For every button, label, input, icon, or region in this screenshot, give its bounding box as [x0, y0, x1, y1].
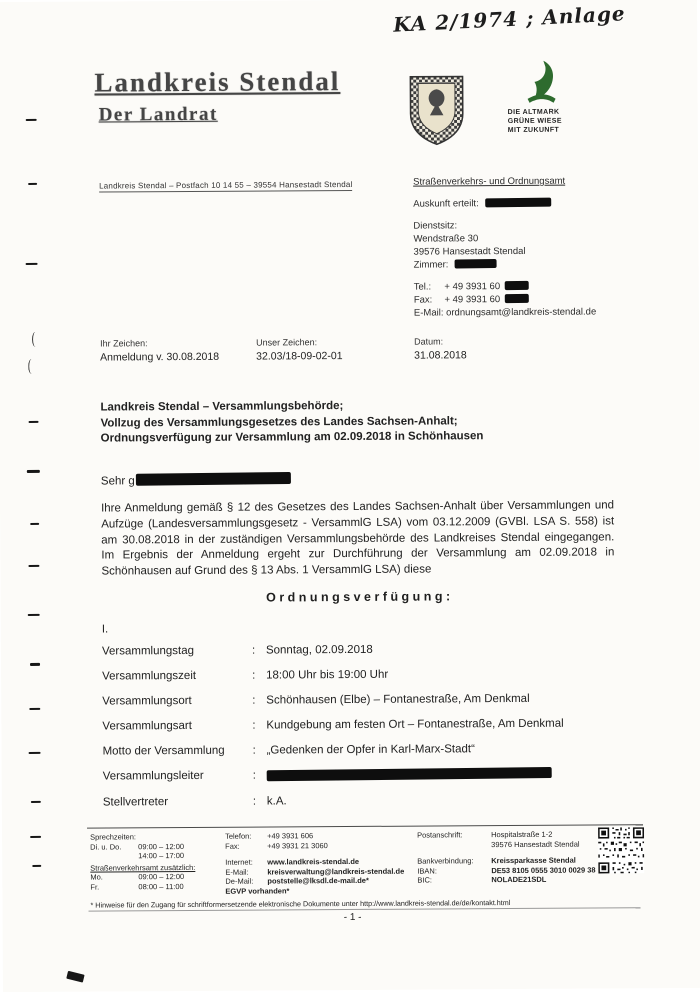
post-label: Postanschrift: — [417, 830, 463, 840]
post-street: Hospitalstraße 1-2 — [491, 829, 553, 840]
sender-role: Der Landrat — [98, 103, 218, 126]
logo-text-line3: MIT ZUKUNFT — [507, 126, 560, 135]
detail-label: Motto der Versammlung — [102, 744, 225, 758]
detail-value: Sonntag, 02.09.2018 — [265, 643, 373, 657]
assembly-details — [102, 642, 616, 821]
iban-value: DE53 8105 0555 3010 0029 38 — [491, 865, 596, 875]
page-number: - 1 - — [343, 911, 362, 924]
hours-extra-title: Straßenverkehrsamt zusätzlich: — [90, 862, 196, 873]
fax-value: + 49 3931 60 — [444, 294, 501, 306]
detail-label: Versammlungsleiter — [102, 769, 204, 783]
body-paragraph: Ihre Anmeldung gemäß § 12 des Gesetzes des Landes Sachsen-Anhalt über Versammlungen und Aufzüge (Landesversammlungsgesetz - VersammlG LSA) vom 03.12.2009 (GVBl. LSA S. 558) ist am 30.08.2018 in der zuständigen Versammlungsbehörde des Landkreises Stendal eingegangen. Im Ergebnis der Anmeldung ergeht zur Durchführung der Versammlung am 02.09.2018 in Schönhausen auf Grund des § 13 Abs. 1 VersammlG LSA) diese — [101, 499, 615, 578]
egvp-note: EGVP vorhanden* — [225, 885, 290, 896]
scan-artifact — [28, 183, 37, 185]
scan-artifact — [28, 614, 40, 616]
scan-artifact — [26, 263, 38, 265]
unser-zeichen-label: Unser Zeichen: — [256, 337, 318, 348]
detail-label: Versammlungsort — [102, 694, 192, 708]
redaction-bar — [267, 767, 552, 781]
demail-value: poststelle@lksdl.de-mail.de* — [267, 875, 369, 886]
bank-value: Kreissparkasse Stendal — [491, 855, 576, 866]
subject-line3: Ordnungsverfügung zur Versammlung am 02.09.2018 in Schönhausen — [100, 430, 484, 445]
logo-text-line2: GRÜNE WIESE — [507, 117, 562, 126]
qr-code-icon — [598, 827, 644, 873]
hours-day — [90, 851, 138, 861]
scan-artifact — [26, 119, 37, 121]
internet-value: www.landkreis-stendal.de — [267, 856, 360, 867]
logo-text-line1: DIE ALTMARK — [507, 108, 560, 117]
bic-value: NOLADE21SDL — [491, 874, 547, 885]
unser-zeichen-value: 32.03/18-09-02-01 — [256, 350, 343, 363]
scan-artifact — [29, 708, 40, 710]
telefon-value: +49 3931 606 — [267, 831, 314, 841]
altmark-logo-icon — [521, 59, 561, 105]
detail-label: Versammlungsart — [102, 719, 192, 733]
address-row — [417, 839, 597, 850]
section-number: I. — [101, 623, 109, 636]
hours-time: 09:00 – 12:00 — [138, 841, 185, 851]
footer-contact — [225, 831, 415, 896]
demail-label: De-Mail: — [225, 876, 254, 886]
detail-value: Schönhausen (Elbe) – Fontanestraße, Am Denkmal — [266, 692, 530, 707]
handwritten-annotation: KA 2/1974 ; Anlage — [392, 1, 627, 37]
salutation-line — [101, 472, 291, 487]
altmark-logo — [507, 58, 607, 135]
detail-row — [103, 793, 616, 808]
zimmer-label: Zimmer: — [413, 259, 449, 271]
redaction-bar — [136, 472, 291, 486]
hours-time: 14:00 – 17:00 — [138, 851, 185, 861]
detail-label: Stellvertreter — [102, 796, 169, 809]
email-label: E-Mail: — [413, 307, 444, 319]
detail-colon: : — [252, 669, 256, 682]
detail-row — [102, 717, 615, 732]
detail-value: Kundgebung am festen Ort – Fontanestraße, Am Denkmal — [266, 717, 564, 732]
telefon-label: Telefon: — [225, 831, 252, 841]
salutation-prefix: Sehr g — [100, 475, 135, 488]
footer-hours — [90, 832, 222, 892]
detail-row — [102, 692, 615, 707]
footer-email-value: kreisverwaltung@landkreis-stendal.de — [267, 866, 405, 877]
office-contact-block — [413, 174, 664, 320]
hours-day: Di. u. Do. — [90, 841, 122, 852]
scan-artifact — [28, 565, 39, 567]
footer-divider — [87, 824, 643, 828]
auskunft-label: Auskunft erteilt: — [413, 198, 479, 210]
office-city: 39576 Hansestadt Stendal — [413, 245, 526, 258]
email-line — [414, 305, 664, 320]
fax-value: +49 3931 21 3060 — [267, 840, 328, 851]
tel-label: Tel.: — [413, 281, 432, 293]
datum-label: Datum: — [414, 336, 444, 347]
detail-colon: : — [252, 744, 256, 757]
footer-address — [417, 829, 597, 885]
hours-day: Fr. — [90, 882, 100, 892]
detail-row — [102, 667, 615, 682]
hours-row — [90, 851, 222, 861]
scan-artifact — [32, 865, 41, 867]
bank-label: Bankverbindung: — [417, 856, 474, 866]
scan-artifact — [29, 752, 41, 754]
dienstsitz-label: Dienstsitz: — [413, 220, 458, 232]
detail-value: 18:00 Uhr bis 19:00 Uhr — [266, 668, 389, 682]
detail-colon: : — [252, 795, 257, 808]
hours-row — [90, 881, 222, 891]
sender-return-address: Landkreis Stendal – Postfach 10 14 55 – 39554 Hansestadt Stendal — [99, 179, 353, 191]
scan-artifact — [31, 801, 41, 803]
redaction-bar — [505, 281, 529, 290]
hours-title: Sprechzeiten: — [90, 832, 136, 842]
detail-colon: : — [252, 769, 256, 782]
detail-value: „Gedenken der Opfer in Karl-Marx-Stadt“ — [266, 743, 475, 757]
redaction-bar — [505, 294, 529, 303]
footer-email-label: E-Mail: — [225, 867, 249, 877]
detail-label: Versammlungszeit — [102, 669, 197, 683]
hours-day: Mo. — [90, 872, 103, 882]
footnote: * Hinweise für den Zugang für schriftformersetzende elektronische Dokumente unter http://www.landkreis-stendal.de/de/kontakt.html — [90, 898, 511, 910]
detail-row — [103, 767, 616, 783]
detail-row — [102, 642, 615, 657]
scan-artifact — [29, 421, 39, 423]
fax-label: Fax: — [413, 294, 433, 306]
detail-colon: : — [252, 719, 256, 732]
scan-artifact — [32, 332, 39, 347]
redaction-bar — [455, 259, 497, 268]
subject-line2: Vollzug des Versammlungsgesetzes des Landes Sachsen-Anhalt; — [100, 414, 458, 430]
detail-value — [267, 767, 616, 782]
scan-artifact — [27, 470, 40, 473]
post-label-spacer — [417, 840, 491, 850]
scan-artifact — [66, 971, 84, 983]
address-row — [417, 874, 597, 885]
detail-colon: : — [251, 644, 256, 657]
scan-artifact — [30, 523, 39, 525]
fax-label: Fax: — [225, 841, 240, 851]
hours-time: 09:00 – 12:00 — [138, 872, 185, 882]
decree-heading: O r d n u n g s v e r f ü g u n g : — [266, 589, 451, 605]
ihr-zeichen-value: Anmeldung v. 30.08.2018 — [100, 350, 220, 364]
post-city: 39576 Hansestadt Stendal — [491, 839, 580, 849]
hours-time: 08:00 – 11:00 — [138, 881, 184, 891]
iban-label: IBAN: — [417, 865, 437, 876]
datum-value: 31.08.2018 — [414, 349, 467, 362]
organization-name: Landkreis Stendal — [94, 66, 341, 98]
department-name: Straßenverkehrs- und Ordnungsamt — [413, 175, 566, 188]
scan-artifact — [30, 836, 41, 838]
scan-artifact — [30, 663, 40, 666]
subject-line1: Landkreis Stendal – Versammlungsbehörde; — [100, 400, 344, 414]
detail-colon: : — [252, 694, 256, 707]
detail-row — [103, 742, 616, 757]
subject-block — [100, 398, 483, 447]
office-street: Wendstraße 30 — [413, 233, 479, 245]
bic-label: BIC: — [417, 875, 432, 885]
ihr-zeichen-label: Ihr Zeichen: — [100, 338, 148, 349]
internet-label: Internet: — [225, 857, 253, 867]
tel-value: + 49 3931 60 — [444, 281, 501, 293]
email-value: ordnungsamt@landkreis-stendal.de — [446, 306, 597, 319]
contact-row — [225, 866, 415, 877]
detail-label: Versammlungstag — [101, 644, 195, 658]
scan-artifact — [28, 359, 35, 374]
address-row — [417, 865, 597, 876]
coat-of-arms-icon — [407, 73, 465, 147]
redaction-bar — [485, 198, 551, 208]
detail-value: k.A. — [266, 795, 287, 808]
